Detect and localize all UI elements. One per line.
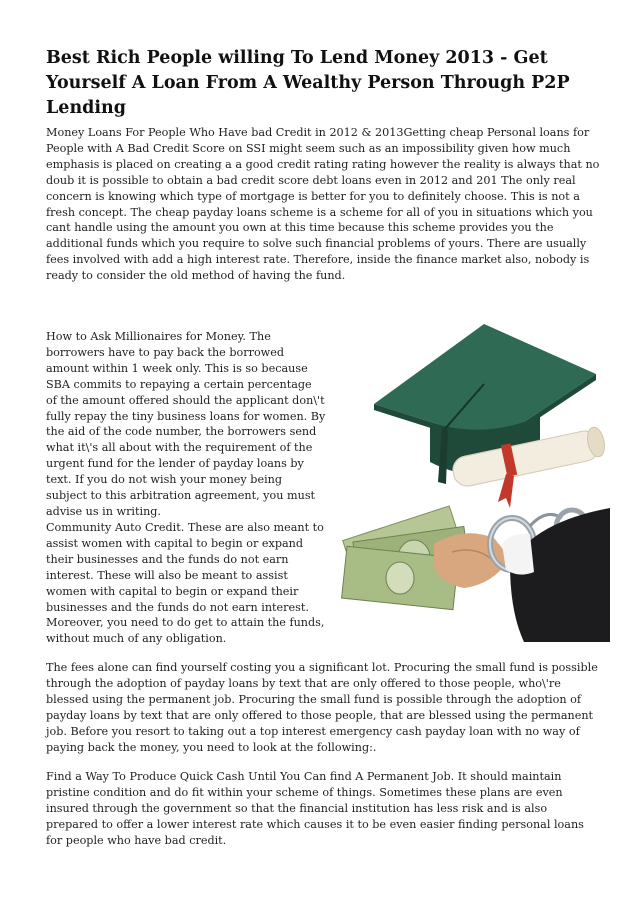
suit-sleeve [510, 508, 610, 642]
paragraph-fees: The fees alone can find yourself costing you a significant lot. Procuring the small fund is possible through the adoption of payday loans by text that are only offered to those people, who\'re blessed using the permanent job. Procuring the small fund is possible through the adoption of payday loans by text that are only offered to those people, that are blessed using the permanent job. Before you resort to taking out a top interest emergency cash payday loan with no way of paying back the money, you need to look at the following:. [46, 661, 598, 754]
paragraph-community-credit: Community Auto Credit. These are also meant to assist women with capital to begin or expand their businesses and the funds do not earn interest. These will also be meant to assist women with capital to begin or expand their businesses and the funds do not earn interest. Moreover, you need to do get to attain the funds, without much of any obligation. [46, 521, 325, 646]
paragraph-intro: Money Loans For People Who Have bad Credit in 2012 & 2013Getting cheap Personal loans for People with A Bad Credit Score on SSI might seem such as an impossibility given how much emphasis is placed on creating a a good credit rating rating however the reality is always that no doub it is possible to obtain a bad credit score debt loans even in 2012 and 201 The only real concern is knowing which type of mortgage is better for you to definitely choose. This is not a fresh concept. The cheap payday loans scheme is a scheme for all of you in situations which you cant handle using the amount you own at this time because this scheme provides you the additional funds which you require to solve such financial problems of yours. There are usually fees involved with add a high interest rate. Therefore, inside the finance market also, nobody is ready to consider the old method of having the fund. [46, 126, 600, 283]
graduation-debt-illustration [334, 312, 610, 642]
graduation-cap-board [374, 324, 596, 442]
paragraph-quick-cash: Find a Way To Produce Quick Cash Until You Can find A Permanent Job. It should maintain pristine condition and do fit within your scheme of things. Sometimes these plans are even insured through the government so that the financial institution has less risk and is also prepared to offer a lower interest rate which causes it to be even easier finding personal loans for people who have bad credit. [46, 770, 584, 847]
document-title: Best Rich People willing To Lend Money 2013 - Get Yourself A Loan From A Wealthy Person Through P2P Lending [46, 48, 570, 118]
article-photo [334, 312, 610, 642]
paragraph-millionaires: How to Ask Millionaires for Money. The borrowers have to pay back the borrowed amount within 1 week only. This is so because SBA commits to repaying a certain percentage of the amount offered should the applicant don\'t fully repay the tiny business loans for women. By the aid of the code number, the borrowers send what it\'s all about with the requirement of the urgent fund for the lender of payday loans by text. If you do not wish your money being subject to this arbitration agreement, you must advise us in writing. [46, 330, 326, 518]
